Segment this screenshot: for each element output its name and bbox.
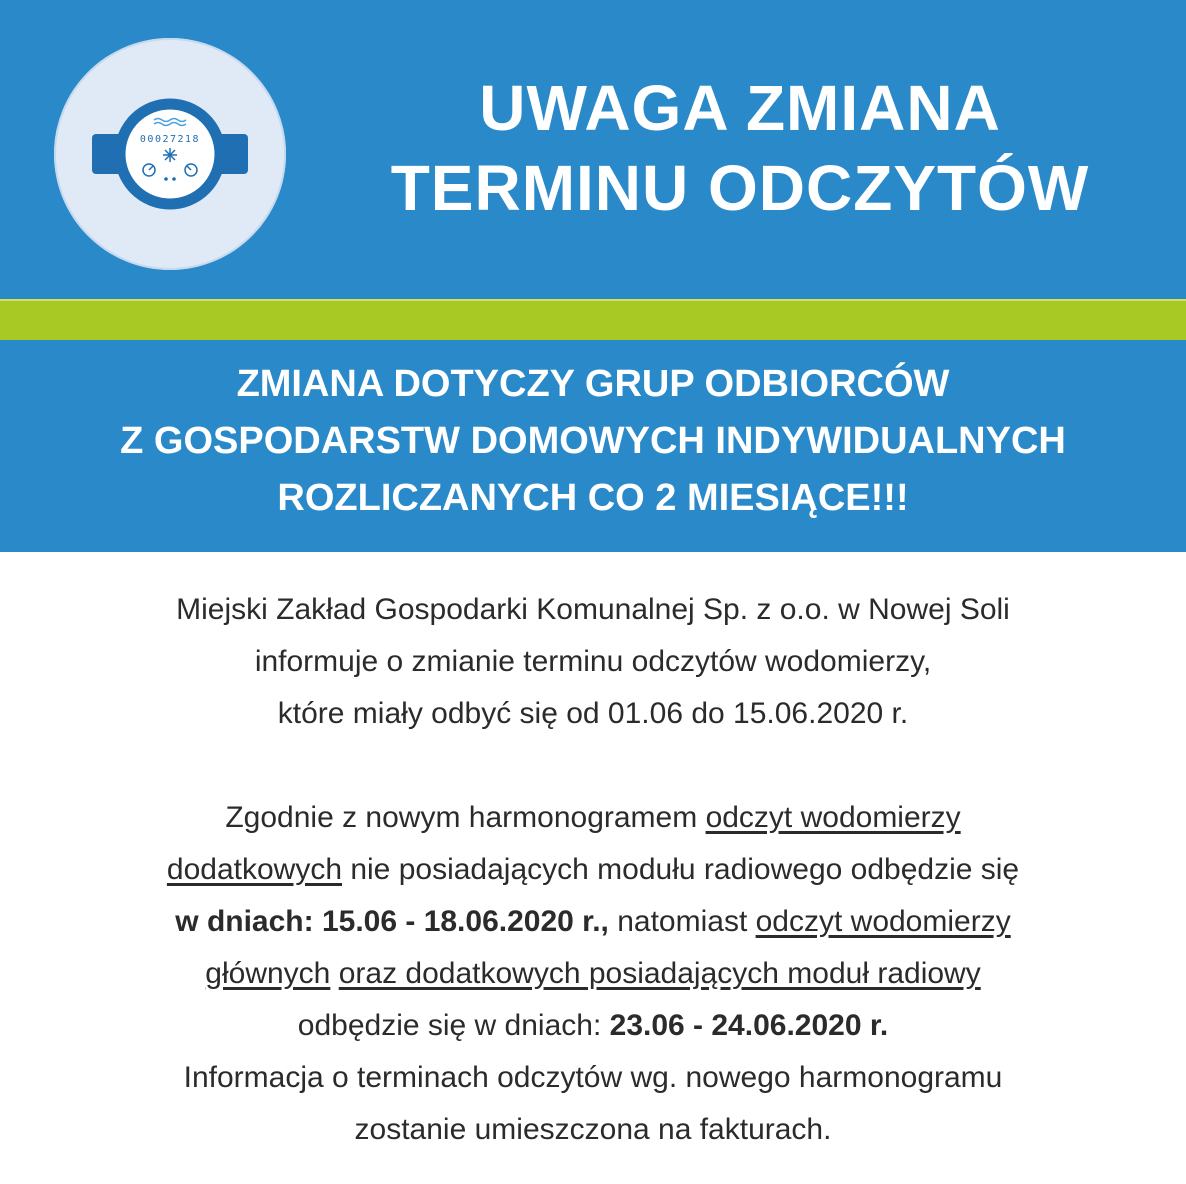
body-text-segment: Zgodnie z nowym harmonogramem xyxy=(225,801,706,834)
body-line xyxy=(20,844,1166,896)
body-text-segment: odbędzie się w dniach: xyxy=(297,1009,610,1042)
water-meter-icon xyxy=(54,38,286,270)
body-line: informuje o zmianie terminu odczytów wodomierzy, xyxy=(254,645,932,678)
bold-date-range: w dniach: 15.06 - 18.06.2020 r., xyxy=(175,905,609,938)
underlined-text: odczyt wodomierzy xyxy=(705,801,961,834)
body-line xyxy=(20,1000,1166,1052)
title-line-2: TERMINU ODCZYTÓW xyxy=(390,152,1090,224)
paragraph-gap xyxy=(20,740,1166,792)
subtitle xyxy=(0,356,1186,527)
body-line: które miały odbyć się od 01.06 do 15.06.2020 r. xyxy=(277,697,909,730)
bold-date-range: 23.06 - 24.06.2020 r. xyxy=(609,1009,889,1042)
title-line-1: UWAGA ZMIANA xyxy=(479,72,1001,144)
notice-body xyxy=(20,584,1166,1156)
body-line xyxy=(20,948,1166,1000)
subtitle-line-3: ROZLICZANYCH CO 2 MIESIĄCE!!! xyxy=(277,477,909,519)
body-text-segment: natomiast xyxy=(608,905,756,938)
body-line: Miejski Zakład Gospodarki Komunalnej Sp. z o.o. w Nowej Soli xyxy=(176,593,1010,626)
subtitle-line-2: Z GOSPODARSTW DOMOWYCH INDYWIDUALNYCH xyxy=(120,420,1066,462)
underlined-text: głównych xyxy=(205,957,331,990)
body-line xyxy=(20,792,1166,844)
accent-stripe xyxy=(0,299,1186,340)
subtitle-line-1: ZMIANA DOTYCZY GRUP ODBIORCÓW xyxy=(236,363,950,405)
body-text-segment: nie posiadających modułu radiowego odbędzie się xyxy=(342,853,1020,886)
underlined-text: dodatkowych xyxy=(166,853,342,886)
underlined-text: oraz dodatkowych posiadających moduł radiowy xyxy=(338,957,981,990)
body-line xyxy=(20,896,1166,948)
meter-digits: 00027218 xyxy=(139,134,201,145)
body-text-segment xyxy=(330,957,338,990)
underlined-text: odczyt wodomierzy xyxy=(755,905,1011,938)
page-title xyxy=(300,68,1180,228)
body-line: zostanie umieszczona na fakturach. xyxy=(354,1113,832,1146)
body-line: Informacja o terminach odczytów wg. nowego harmonogramu xyxy=(183,1061,1003,1094)
water-meter-badge xyxy=(54,38,286,270)
